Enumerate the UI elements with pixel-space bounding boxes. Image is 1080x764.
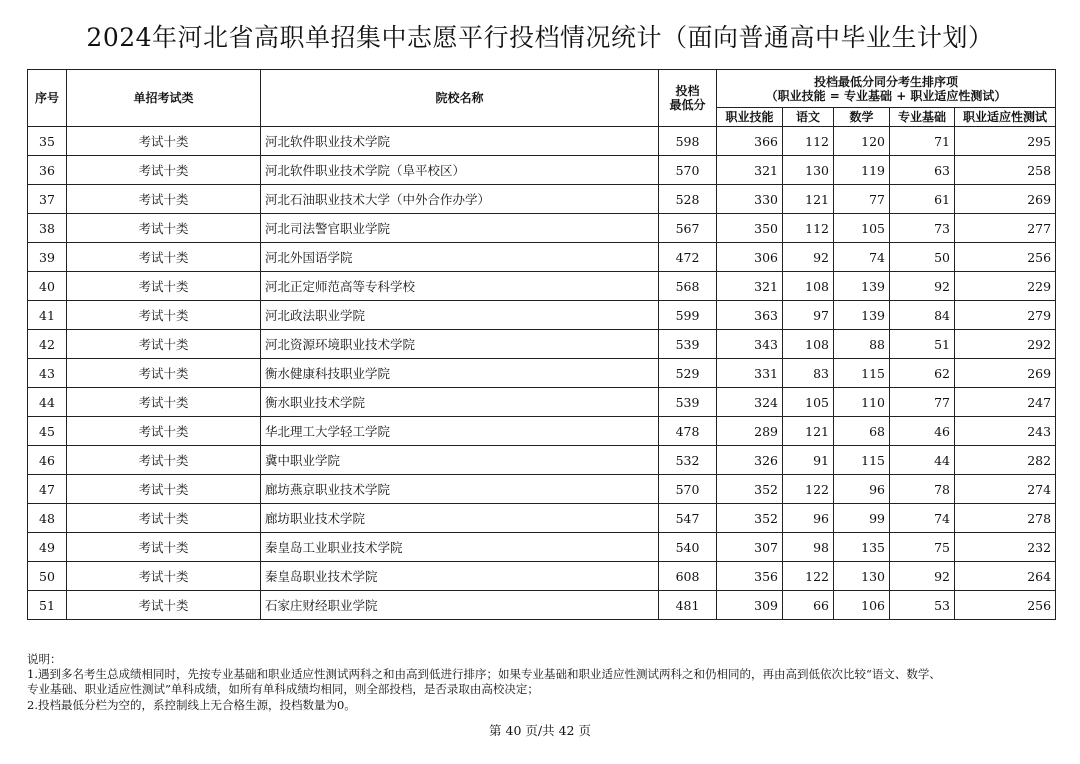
cell-basic: 61: [890, 185, 955, 214]
table-row: [28, 591, 1056, 620]
cell-aptitude: 256: [955, 591, 1056, 620]
cell-category: 考试十类: [67, 359, 261, 388]
cell-chinese: 83: [783, 359, 834, 388]
cell-category: 考试十类: [67, 475, 261, 504]
cell-min-score: 568: [659, 272, 717, 301]
cell-seq: 49: [28, 533, 67, 562]
cell-aptitude: 279: [955, 301, 1056, 330]
table-row: [28, 185, 1056, 214]
cell-school: 河北外国语学院: [261, 243, 659, 272]
cell-school: 河北软件职业技术学院（阜平校区）: [261, 156, 659, 185]
cell-basic: 74: [890, 504, 955, 533]
cell-skill: 356: [717, 562, 783, 591]
cell-basic: 62: [890, 359, 955, 388]
cell-basic: 84: [890, 301, 955, 330]
cell-math: 106: [834, 591, 890, 620]
header-min-score: [659, 70, 717, 127]
cell-min-score: 472: [659, 243, 717, 272]
cell-skill: 331: [717, 359, 783, 388]
header-min-score-line2: 最低分: [669, 98, 706, 112]
cell-skill: 363: [717, 301, 783, 330]
cell-chinese: 105: [783, 388, 834, 417]
cell-school: 石家庄财经职业学院: [261, 591, 659, 620]
cell-school: 河北石油职业技术大学（中外合作办学）: [261, 185, 659, 214]
cell-seq: 40: [28, 272, 67, 301]
cell-basic: 78: [890, 475, 955, 504]
cell-basic: 53: [890, 591, 955, 620]
cell-chinese: 92: [783, 243, 834, 272]
table-row: [28, 156, 1056, 185]
admission-table: [27, 69, 1056, 620]
page-title: 2024年河北省高职单招集中志愿平行投档情况统计（面向普通高中毕业生计划）: [86, 23, 994, 52]
table-row: [28, 562, 1056, 591]
cell-category: 考试十类: [67, 330, 261, 359]
notes-line-3: 2.投档最低分栏为空的，系控制线上无合格生源，投档数量为0。: [27, 697, 356, 712]
notes: [27, 652, 1067, 713]
cell-seq: 38: [28, 214, 67, 243]
cell-basic: 46: [890, 417, 955, 446]
cell-seq: 42: [28, 330, 67, 359]
cell-seq: 39: [28, 243, 67, 272]
cell-math: 105: [834, 214, 890, 243]
cell-category: 考试十类: [67, 504, 261, 533]
cell-aptitude: 278: [955, 504, 1056, 533]
cell-category: 考试十类: [67, 243, 261, 272]
cell-aptitude: 264: [955, 562, 1056, 591]
cell-aptitude: 274: [955, 475, 1056, 504]
cell-math: 115: [834, 359, 890, 388]
cell-skill: 352: [717, 504, 783, 533]
cell-math: 99: [834, 504, 890, 533]
cell-category: 考试十类: [67, 388, 261, 417]
cell-category: 考试十类: [67, 417, 261, 446]
cell-chinese: 112: [783, 214, 834, 243]
header-math: 数学: [834, 108, 890, 127]
cell-chinese: 108: [783, 330, 834, 359]
cell-skill: 366: [717, 127, 783, 156]
cell-chinese: 98: [783, 533, 834, 562]
table-row: [28, 359, 1056, 388]
cell-skill: 326: [717, 446, 783, 475]
cell-seq: 46: [28, 446, 67, 475]
cell-aptitude: 258: [955, 156, 1056, 185]
header-tie-break: [717, 70, 1056, 108]
cell-skill: 306: [717, 243, 783, 272]
cell-min-score: 570: [659, 156, 717, 185]
cell-chinese: 91: [783, 446, 834, 475]
cell-math: 110: [834, 388, 890, 417]
table-row: [28, 475, 1056, 504]
cell-math: 88: [834, 330, 890, 359]
cell-chinese: 122: [783, 562, 834, 591]
cell-school: 河北政法职业学院: [261, 301, 659, 330]
cell-category: 考试十类: [67, 214, 261, 243]
cell-category: 考试十类: [67, 591, 261, 620]
cell-school: 冀中职业学院: [261, 446, 659, 475]
cell-seq: 51: [28, 591, 67, 620]
cell-min-score: 529: [659, 359, 717, 388]
cell-aptitude: 277: [955, 214, 1056, 243]
cell-category: 考试十类: [67, 156, 261, 185]
cell-basic: 44: [890, 446, 955, 475]
header-basic: 专业基础: [890, 108, 955, 127]
cell-chinese: 108: [783, 272, 834, 301]
cell-school: 秦皇岛职业技术学院: [261, 562, 659, 591]
cell-min-score: 539: [659, 388, 717, 417]
cell-min-score: 608: [659, 562, 717, 591]
table-row: [28, 301, 1056, 330]
cell-category: 考试十类: [67, 446, 261, 475]
table-row: [28, 272, 1056, 301]
cell-skill: 330: [717, 185, 783, 214]
cell-seq: 50: [28, 562, 67, 591]
cell-min-score: 540: [659, 533, 717, 562]
table-row: [28, 214, 1056, 243]
header-school: 院校名称: [261, 70, 659, 127]
cell-skill: 343: [717, 330, 783, 359]
cell-aptitude: 243: [955, 417, 1056, 446]
header-seq: 序号: [28, 70, 67, 127]
cell-min-score: 567: [659, 214, 717, 243]
cell-seq: 36: [28, 156, 67, 185]
cell-seq: 47: [28, 475, 67, 504]
cell-basic: 51: [890, 330, 955, 359]
cell-skill: 309: [717, 591, 783, 620]
cell-min-score: 570: [659, 475, 717, 504]
cell-chinese: 130: [783, 156, 834, 185]
cell-chinese: 122: [783, 475, 834, 504]
cell-basic: 63: [890, 156, 955, 185]
cell-school: 河北正定师范高等专科学校: [261, 272, 659, 301]
cell-math: 74: [834, 243, 890, 272]
notes-line-2: 专业基础、职业适应性测试”单科成绩，如所有单科成绩均相同，则全部投档，是否录取由高校决定；: [27, 682, 539, 697]
cell-aptitude: 269: [955, 185, 1056, 214]
notes-heading: 说明：: [27, 652, 62, 666]
cell-school: 衡水健康科技职业学院: [261, 359, 659, 388]
table-row: [28, 388, 1056, 417]
cell-category: 考试十类: [67, 127, 261, 156]
cell-seq: 41: [28, 301, 67, 330]
cell-school: 河北资源环境职业技术学院: [261, 330, 659, 359]
cell-category: 考试十类: [67, 185, 261, 214]
cell-category: 考试十类: [67, 301, 261, 330]
page-number: 第 40 页/共 42 页: [489, 723, 591, 738]
cell-aptitude: 247: [955, 388, 1056, 417]
cell-chinese: 121: [783, 417, 834, 446]
header-tie-break-line1: 投档最低分同分考生排序项: [814, 74, 959, 89]
cell-skill: 350: [717, 214, 783, 243]
cell-seq: 44: [28, 388, 67, 417]
cell-basic: 75: [890, 533, 955, 562]
cell-school: 河北司法警官职业学院: [261, 214, 659, 243]
cell-min-score: 478: [659, 417, 717, 446]
cell-aptitude: 229: [955, 272, 1056, 301]
cell-category: 考试十类: [67, 562, 261, 591]
cell-basic: 71: [890, 127, 955, 156]
cell-math: 119: [834, 156, 890, 185]
cell-seq: 43: [28, 359, 67, 388]
cell-school: 衡水职业技术学院: [261, 388, 659, 417]
table-row: [28, 417, 1056, 446]
cell-seq: 35: [28, 127, 67, 156]
header-min-score-line1: 投档: [675, 84, 700, 98]
cell-aptitude: 256: [955, 243, 1056, 272]
table-row: [28, 504, 1056, 533]
cell-school: 廊坊职业技术学院: [261, 504, 659, 533]
cell-min-score: 539: [659, 330, 717, 359]
cell-chinese: 96: [783, 504, 834, 533]
cell-seq: 48: [28, 504, 67, 533]
table-row: [28, 446, 1056, 475]
cell-skill: 321: [717, 156, 783, 185]
cell-basic: 92: [890, 272, 955, 301]
table-row: [28, 127, 1056, 156]
cell-aptitude: 295: [955, 127, 1056, 156]
cell-aptitude: 269: [955, 359, 1056, 388]
cell-aptitude: 282: [955, 446, 1056, 475]
cell-aptitude: 232: [955, 533, 1056, 562]
cell-skill: 307: [717, 533, 783, 562]
table-body: [28, 127, 1056, 620]
table-row: [28, 330, 1056, 359]
cell-chinese: 112: [783, 127, 834, 156]
table-header: [28, 70, 1056, 127]
cell-seq: 37: [28, 185, 67, 214]
cell-min-score: 528: [659, 185, 717, 214]
cell-aptitude: 292: [955, 330, 1056, 359]
cell-skill: 289: [717, 417, 783, 446]
cell-min-score: 599: [659, 301, 717, 330]
cell-math: 120: [834, 127, 890, 156]
header-tie-break-line2: （职业技能 = 专业基础 + 职业适应性测试）: [765, 88, 1007, 103]
cell-school: 秦皇岛工业职业技术学院: [261, 533, 659, 562]
cell-seq: 45: [28, 417, 67, 446]
cell-basic: 73: [890, 214, 955, 243]
cell-math: 96: [834, 475, 890, 504]
cell-basic: 50: [890, 243, 955, 272]
cell-chinese: 97: [783, 301, 834, 330]
cell-min-score: 532: [659, 446, 717, 475]
cell-school: 河北软件职业技术学院: [261, 127, 659, 156]
cell-math: 130: [834, 562, 890, 591]
header-skill: 职业技能: [717, 108, 783, 127]
cell-category: 考试十类: [67, 533, 261, 562]
cell-chinese: 66: [783, 591, 834, 620]
cell-skill: 321: [717, 272, 783, 301]
cell-min-score: 598: [659, 127, 717, 156]
table-row: [28, 533, 1056, 562]
cell-basic: 92: [890, 562, 955, 591]
cell-category: 考试十类: [67, 272, 261, 301]
cell-school: 华北理工大学轻工学院: [261, 417, 659, 446]
cell-skill: 352: [717, 475, 783, 504]
table-row: [28, 243, 1056, 272]
cell-chinese: 121: [783, 185, 834, 214]
notes-line-1: 1.遇到多名考生总成绩相同时，先按专业基础和职业适应性测试两科之和由高到低进行排序；如果专业基础和职业适应性测试两科之和仍相同的，再由高到低依次比较“语文、数学、: [27, 667, 941, 682]
cell-math: 77: [834, 185, 890, 214]
cell-basic: 77: [890, 388, 955, 417]
header-chinese: 语文: [783, 108, 834, 127]
header-category: 单招考试类: [67, 70, 261, 127]
header-aptitude: 职业适应性测试: [955, 108, 1056, 127]
cell-skill: 324: [717, 388, 783, 417]
cell-math: 139: [834, 272, 890, 301]
cell-school: 廊坊燕京职业技术学院: [261, 475, 659, 504]
cell-min-score: 547: [659, 504, 717, 533]
cell-min-score: 481: [659, 591, 717, 620]
cell-math: 68: [834, 417, 890, 446]
cell-math: 135: [834, 533, 890, 562]
cell-math: 139: [834, 301, 890, 330]
cell-math: 115: [834, 446, 890, 475]
